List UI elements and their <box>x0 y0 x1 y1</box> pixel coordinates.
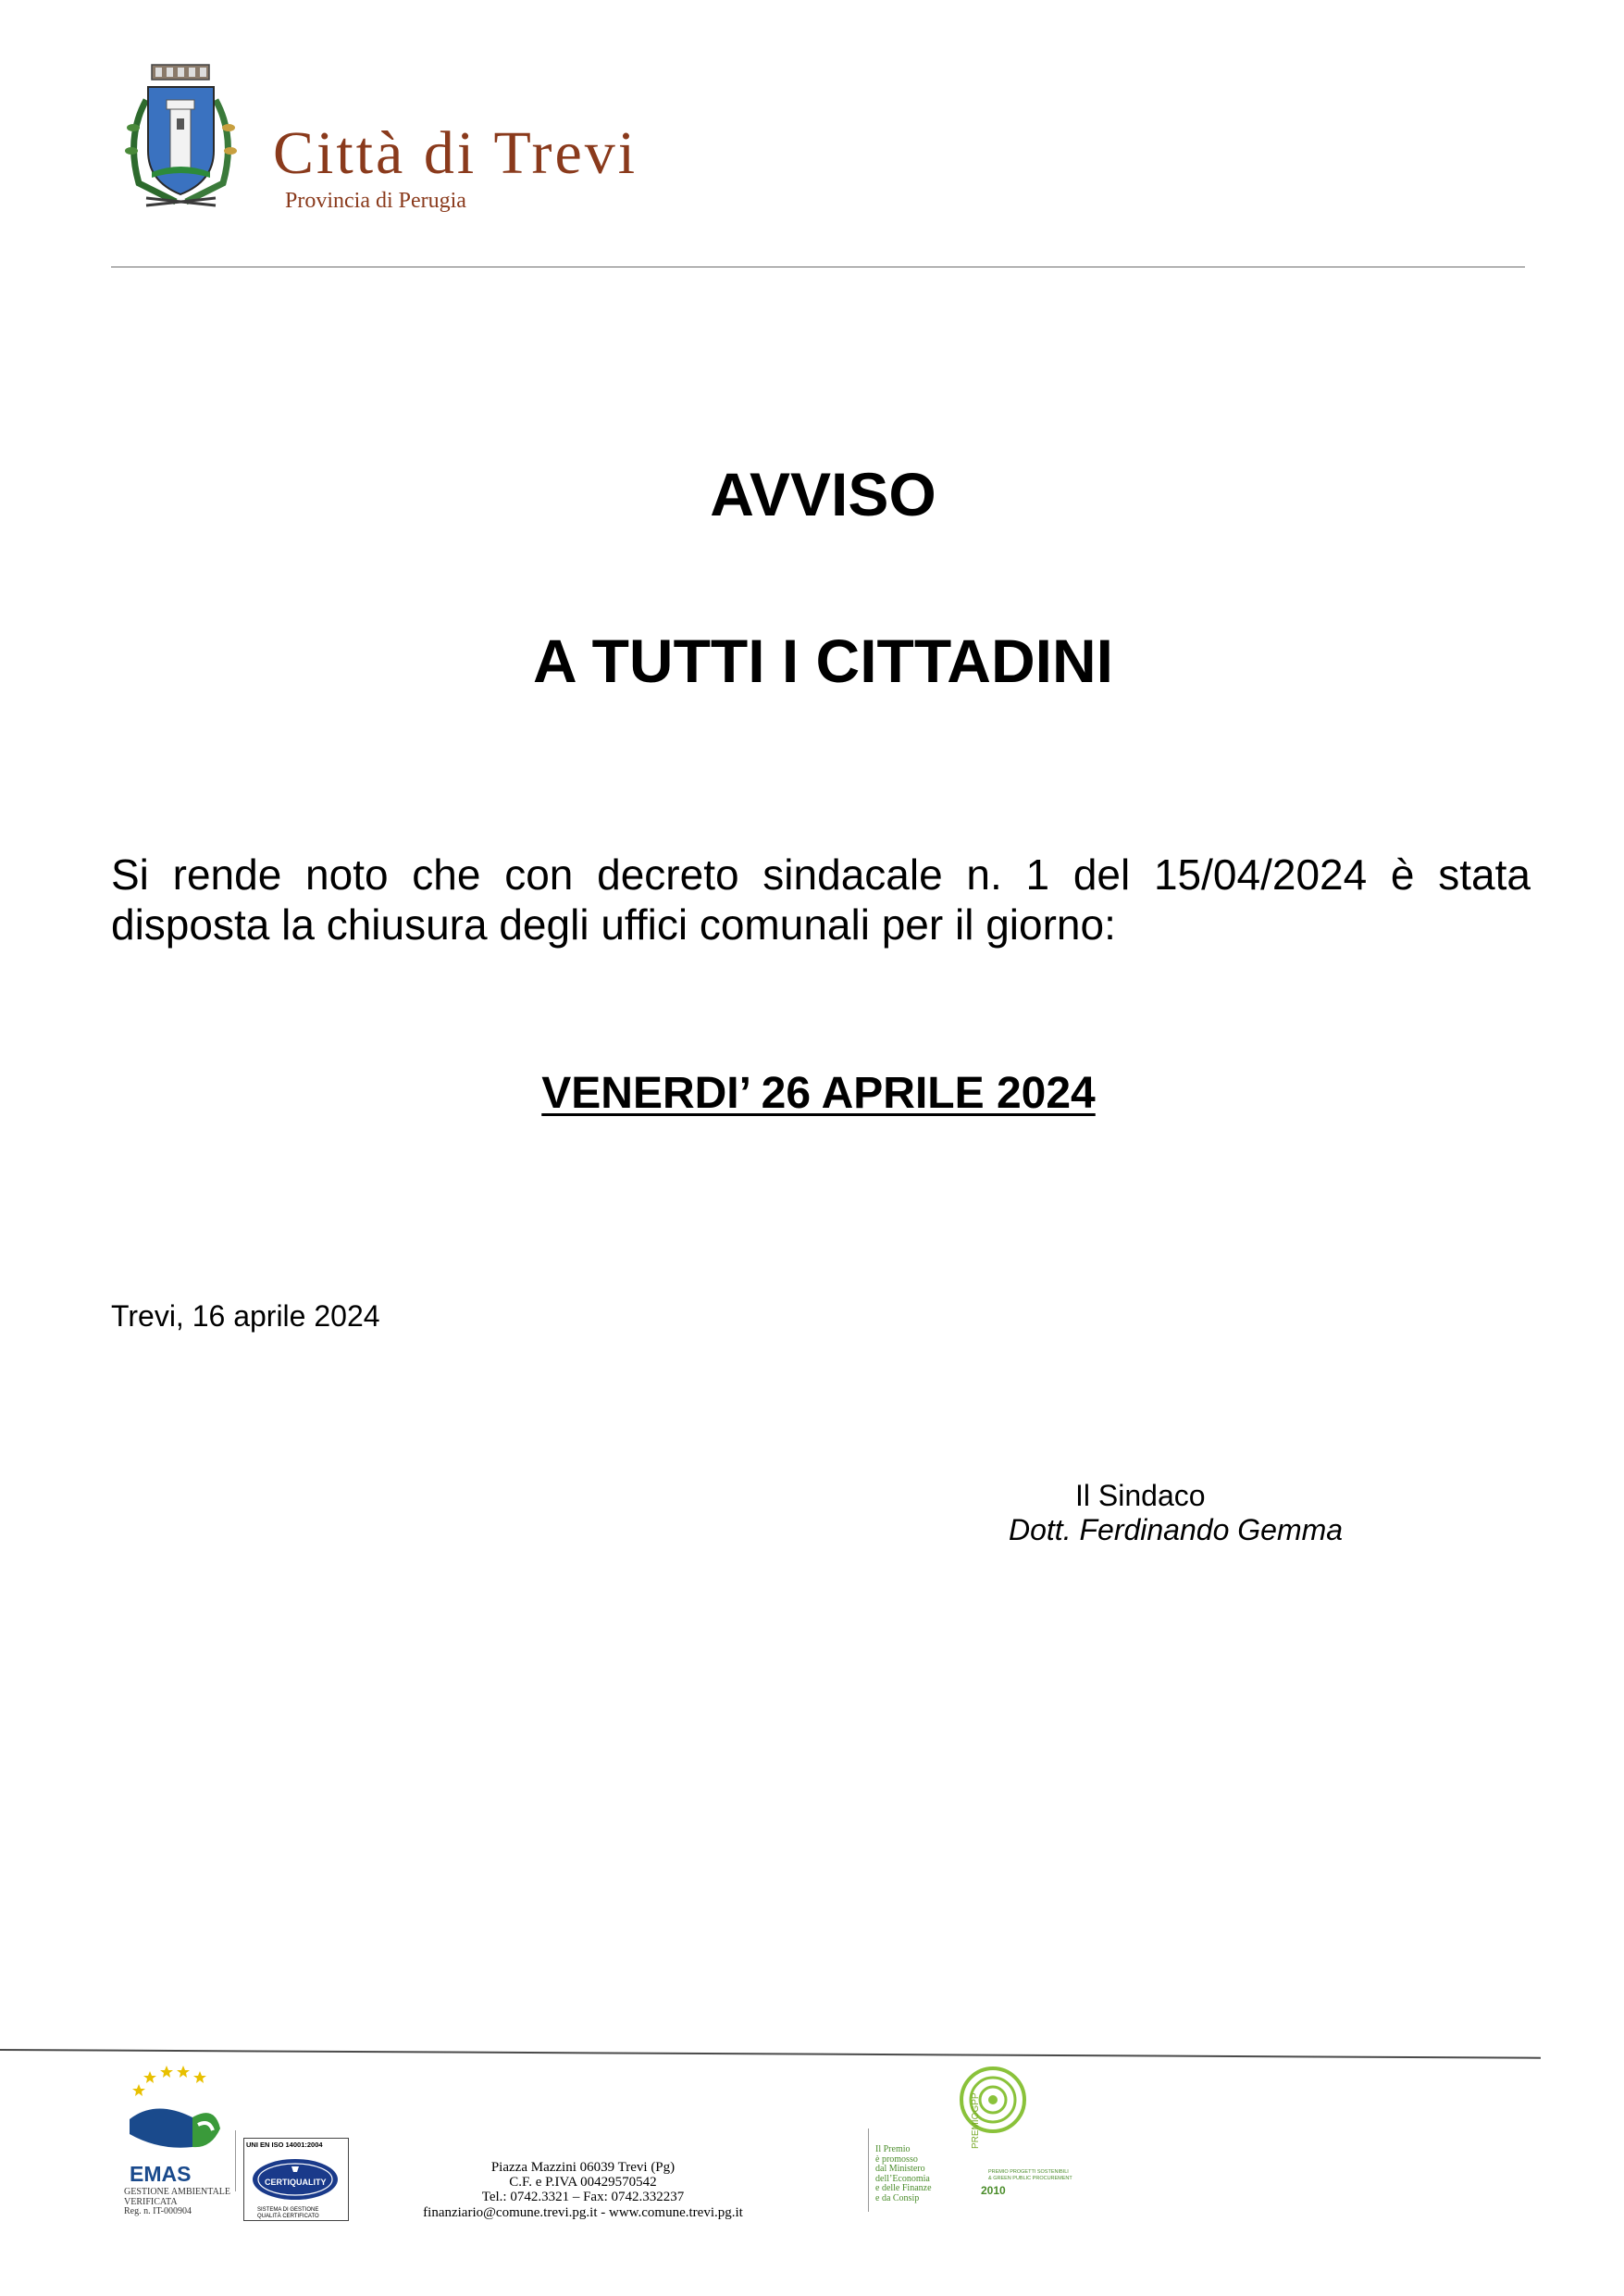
premio-line-3: dal Ministero <box>875 2164 925 2174</box>
emas-line-2: VERIFICATA <box>124 2196 178 2207</box>
contact-tax-id: C.F. e P.IVA 00429570542 <box>509 2175 657 2191</box>
emas-caption <box>124 2188 230 2217</box>
emas-label: EMAS <box>130 2162 192 2186</box>
premio-year: 2010 <box>981 2184 1006 2197</box>
contact-web: finanziario@comune.trevi.pg.it - www.comune.trevi.pg.it <box>423 2204 743 2220</box>
signature-name: Dott. Ferdinando Gemma <box>1009 1513 1344 1546</box>
emas-line-1: GESTIONE AMBIENTALE <box>124 2187 231 2197</box>
certiquality-brand: CERTIQUALITY <box>265 2178 327 2187</box>
footer-separator <box>235 2130 236 2191</box>
place-date: Trevi, 16 aprile 2024 <box>111 1299 380 1333</box>
emas-line-3: Reg. n. IT-000904 <box>124 2206 192 2216</box>
certiquality-line-1: SISTEMA DI GESTIONE <box>257 2207 319 2213</box>
contact-phone: Tel.: 0742.3321 – Fax: 0742.332237 <box>481 2190 685 2205</box>
premio-line-5: e delle Finanze <box>875 2183 932 2193</box>
footer-divider <box>0 2049 1541 2058</box>
premio-line-1: Il Premio <box>875 2144 911 2154</box>
premio-tagline-1: PREMIO PROGETTI SOSTENIBILI <box>988 2169 1069 2175</box>
province-name: Provincia di Perugia <box>285 189 466 213</box>
notice-title: AVVISO <box>710 460 936 528</box>
premio-caption <box>875 2145 932 2203</box>
certiquality-line-2: QUALITÀ CERTIFICATO <box>257 2213 319 2219</box>
premio-line-6: e da Consip <box>875 2192 920 2203</box>
premio-line-2: è promosso <box>875 2153 918 2165</box>
closure-date <box>0 1068 1624 1119</box>
notice-body: Si rende noto che con decreto sindacale n. 1 del 15/04/2024 è stata disposta la chiusura degli uffici comunali per il giorno: <box>111 850 1531 949</box>
closure-date-text: VENERDI’ 26 APRILE 2024 <box>541 1069 1096 1118</box>
premio-tagline-2: & GREEN PUBLIC PROCUREMENT <box>988 2176 1072 2181</box>
premio-vertical-label: PREMIOGPP <box>971 2092 981 2149</box>
certiquality-standard: UNI EN ISO 14001:2004 <box>246 2141 323 2149</box>
contact-block <box>389 2160 777 2220</box>
notice-subtitle: A TUTTI I CITTADINI <box>533 627 1113 695</box>
certiquality-caption <box>257 2207 319 2219</box>
city-crest-icon <box>118 63 243 211</box>
signature-role: Il Sindaco <box>1075 1479 1206 1512</box>
footer-separator-2 <box>868 2128 869 2212</box>
contact-address: Piazza Mazzini 06039 Trevi (Pg) <box>490 2160 676 2175</box>
premio-line-4: dell’Economia <box>875 2173 930 2184</box>
premio-gpp-logo-icon <box>959 2066 1027 2134</box>
city-name: Città di Trevi <box>273 119 638 187</box>
